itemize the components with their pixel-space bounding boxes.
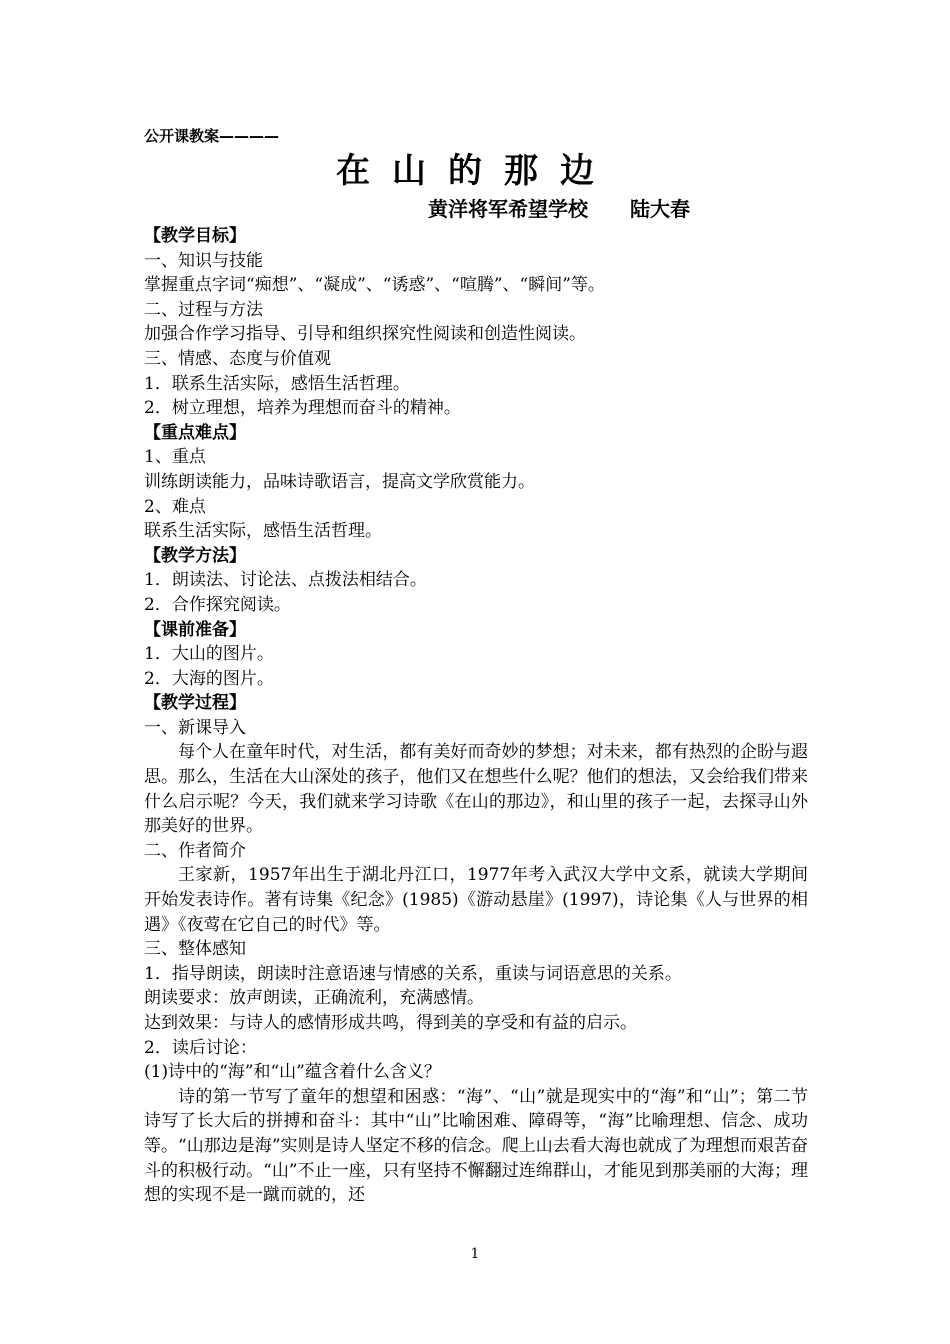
text-line: 2．大海的图片。 (144, 668, 274, 689)
text-line: 一、知识与技能 (144, 250, 263, 271)
text-line: 1．联系生活实际，感悟生活哲理。 (144, 373, 410, 394)
text-line: 加强合作学习指导、引导和组织探究性阅读和创造性阅读。 (144, 324, 586, 345)
text-line: 二、过程与方法 (144, 299, 263, 320)
document-body (144, 124, 808, 1208)
text-line: 一、新课导入 (144, 717, 246, 738)
text-line: 三、情感、态度与价值观 (144, 348, 331, 369)
text-line: 2、难点 (144, 496, 206, 517)
text-line: 联系生活实际，感悟生活哲理。 (144, 521, 382, 542)
text-line: 1、重点 (144, 447, 206, 468)
body-paragraph: 王家新，1957年出生于湖北丹江口，1977年考入武汉大学中文系，就读大学期间开始发表诗作。著有诗集《纪念》(1985)《游动悬崖》(1997)，诗论集《人与世界的相遇》《夜莺在它自己的时代》等。 (144, 865, 808, 935)
text-line: 1．大山的图片。 (144, 644, 274, 665)
document-header-label: 公开课教案———— (144, 127, 280, 145)
text-line: 三、整体感知 (144, 939, 246, 960)
text-line: 达到效果：与诗人的感情形成共鸣，得到美的享受和有益的启示。 (144, 1013, 637, 1033)
text-line: 1．指导朗读，朗读时注意语速与情感的关系，重读与词语意思的关系。 (144, 963, 682, 984)
section-heading: 【教学方法】 (144, 545, 246, 566)
lesson-plan-text (144, 224, 808, 1208)
body-paragraph: 诗的第一节写了童年的想望和困惑：“海”、“山”就是现实中的“海”和“山”；第二节诗写了长大后的拼搏和奋斗：其中“山”比喻困难、障碍等，“海”比喻理想、信念、成功等。“山那边是海”实则是诗人坚定不移的信念。爬上山去看大海也就成了为理想而艰苦奋斗的积极行动。“山”不止一座，只有坚持不懈翻过连绵群山，才能见到那美丽的大海；理想的实现不是一蹴而就的，还 (144, 1086, 808, 1206)
body-paragraph: 每个人在童年时代，对生活，都有美好而奇妙的梦想；对未来，都有热烈的企盼与遐思。那么，生活在大山深处的孩子，他们又在想些什么呢？他们的想法，又会给我们带来什么启示呢？今天，我们就来学习诗歌《在山的那边》，和山里的孩子一起，去探寻山外那美好的世界。 (144, 742, 808, 837)
section-heading: 【课前准备】 (144, 619, 246, 640)
text-line: 2．树立理想，培养为理想而奋斗的精神。 (144, 398, 461, 419)
page-number: 1 (470, 1246, 480, 1262)
author-school: 黄洋将军希望学校 (428, 197, 588, 221)
author-line (144, 194, 808, 224)
text-line: 训练朗读能力，品味诗歌语言，提高文学欣赏能力。 (144, 471, 535, 492)
section-heading: 【教学目标】 (144, 226, 246, 246)
document-title: 在山的那边 (336, 151, 616, 191)
text-line: 二、作者简介 (144, 840, 246, 861)
text-line: 朗读要求：放声朗读，正确流利，充满感情。 (144, 988, 484, 1009)
section-heading: 【教学过程】 (144, 693, 246, 714)
section-heading: 【重点难点】 (144, 422, 246, 443)
text-line: 2．合作探究阅读。 (144, 594, 291, 615)
text-line: 2．读后讨论： (144, 1037, 257, 1058)
text-line: 掌握重点字词“痴想”、“凝成”、“诱惑”、“喧腾”、“瞬间”等。 (144, 275, 605, 296)
author-name: 陆大春 (630, 197, 690, 221)
text-line: 1．朗读法、讨论法、点拨法相结合。 (144, 570, 427, 591)
text-line: (1)诗中的“海”和“山”蕴含着什么含义？ (144, 1062, 441, 1083)
